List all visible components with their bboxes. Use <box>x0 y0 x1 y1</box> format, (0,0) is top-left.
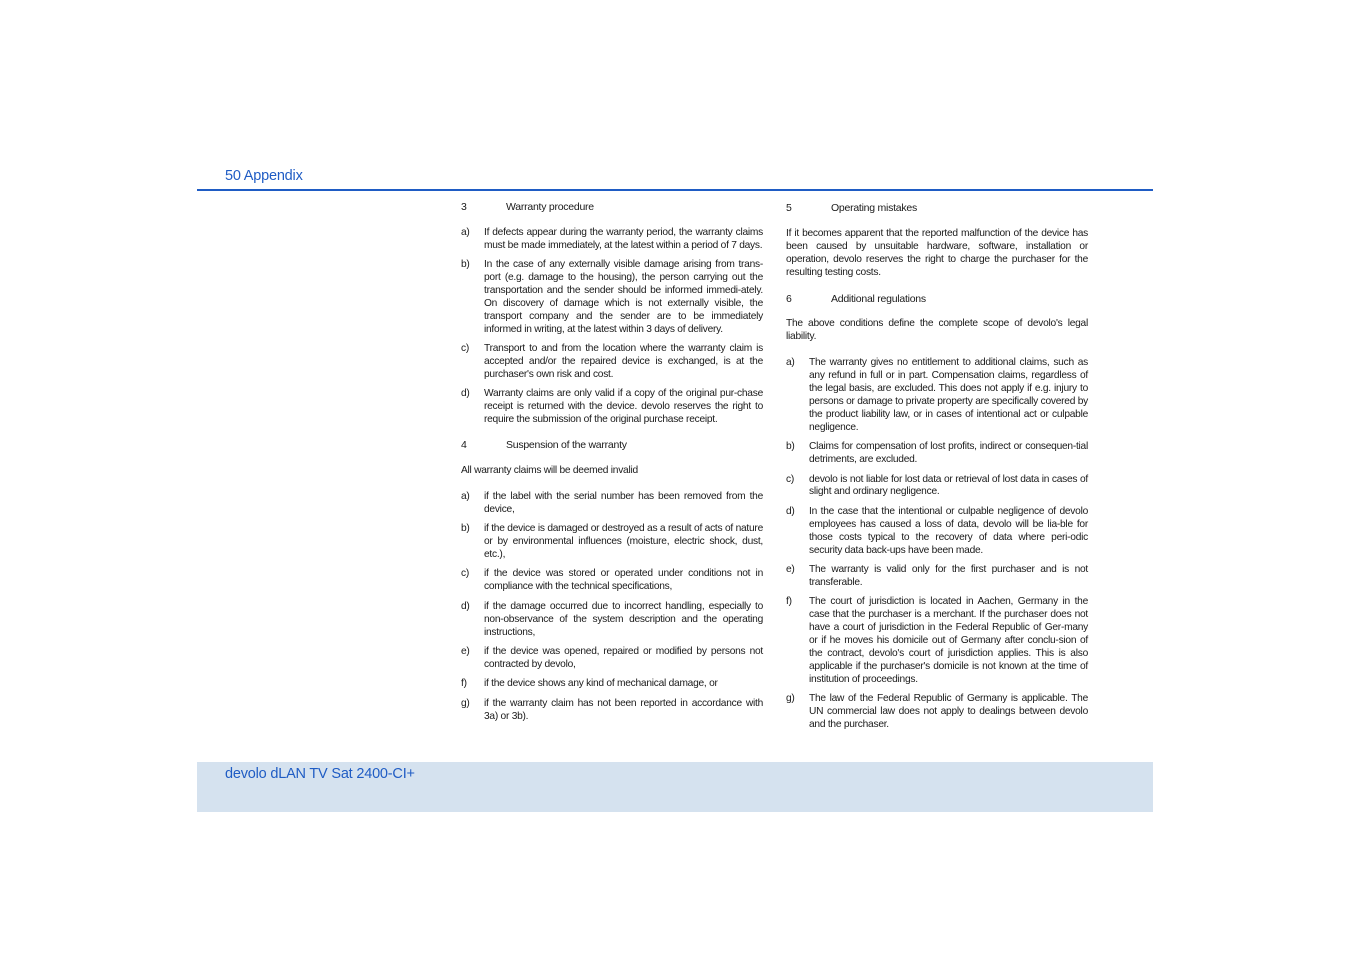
item-label: c) <box>461 568 469 580</box>
section-heading <box>786 202 1088 215</box>
section-intro: All warranty claims will be deemed invalid <box>461 465 638 476</box>
section-warranty-procedure <box>461 201 763 427</box>
item-label: b) <box>461 259 470 271</box>
list-item <box>461 259 763 336</box>
section-intro: If it becomes apparent that the reported malfunction of the device has been caused by unsuitable hardware, software, installation or operation, devolo reserves the right to charge the purchaser for the resulting testing costs. <box>786 227 1088 278</box>
item-label: d) <box>461 388 470 400</box>
item-text: if the device shows any kind of mechanical damage, or <box>484 678 718 690</box>
section-suspension-of-warranty <box>461 439 763 723</box>
item-text: The warranty is valid only for the first purchaser and is not transferable. <box>809 563 1088 588</box>
list-item <box>461 601 763 640</box>
item-text: Claims for compensation of lost profits, indirect or consequen-tial detriments, are excluded. <box>809 441 1088 466</box>
item-text: The court of jurisdiction is located in Aachen, Germany in the case that the purchaser is a merchant. If the purchaser does not have a court of jurisdiction in the Federal Republic of Ger-many or if he moves his domicile out of Germany after conclu-sion of the contract, devolo's court of jurisdiction applies. This is also applicable if the purchaser's domicile is not known at the time of institution of proceedings. <box>809 596 1088 685</box>
section-number: 5 <box>786 202 792 214</box>
item-text: The warranty gives no entitlement to additional claims, such as any refund in full or in part. Compensation claims, regardless of the legal basis, are excluded. This does not apply if e.g. injury to persons or damage to private property are specifically covered by the product liability law, or in cases of intentional act or culpable negligence. <box>809 357 1088 433</box>
left-column <box>461 201 763 736</box>
section-heading <box>461 439 763 452</box>
item-label: f) <box>461 678 467 690</box>
list-item <box>461 523 763 562</box>
right-column <box>786 202 1088 744</box>
list-item <box>786 693 1088 732</box>
list-item <box>461 491 763 517</box>
item-text: if the device is damaged or destroyed as a result of acts of nature or by environmental influences (moisture, electric shock, dust, etc.), <box>484 523 763 561</box>
item-list <box>786 357 1088 732</box>
footer-title: devolo dLAN TV Sat 2400-CI+ <box>225 766 415 782</box>
section-operating-mistakes <box>786 202 1088 280</box>
list-item <box>786 596 1088 686</box>
section-title: Operating mistakes <box>831 202 917 214</box>
section-number: 3 <box>461 201 467 213</box>
section-number: 6 <box>786 292 792 305</box>
item-text: if the warranty claim has not been reported in accordance with 3a) or 3b). <box>484 697 763 722</box>
item-text: Transport to and from the location where the warranty claim is accepted and/or the repaired device is exchanged, is at the purchaser's own risk and cost. <box>484 343 763 380</box>
list-item <box>786 506 1088 558</box>
list-item <box>786 441 1088 467</box>
item-label: d) <box>461 600 470 612</box>
item-label: c) <box>461 343 469 355</box>
section-title: Suspension of the warranty <box>506 439 627 452</box>
item-list <box>461 491 763 724</box>
item-label: a) <box>461 226 470 238</box>
item-list <box>461 227 763 427</box>
item-label: g) <box>461 697 470 709</box>
item-text: if the device was stored or operated under conditions not in compliance with the technical specifications, <box>484 568 763 593</box>
section-heading <box>786 293 1088 306</box>
item-label: a) <box>786 357 795 369</box>
list-item <box>461 568 763 594</box>
list-item <box>786 564 1088 590</box>
list-item <box>461 698 763 724</box>
item-label: g) <box>786 693 795 705</box>
item-label: b) <box>461 523 470 535</box>
section-additional-regulations <box>786 293 1088 732</box>
item-label: e) <box>461 645 470 657</box>
item-text: The law of the Federal Republic of Germany is applicable. The UN commercial law does not apply to dealings between devolo and the purchaser. <box>809 693 1088 730</box>
list-item <box>461 227 763 253</box>
item-label: d) <box>786 505 795 517</box>
item-label: b) <box>786 441 795 453</box>
item-label: a) <box>461 490 470 502</box>
item-text: If defects appear during the warranty period, the warranty claims must be made immediately, at the latest within a period of 7 days. <box>484 226 763 251</box>
list-item <box>786 474 1088 500</box>
section-heading <box>461 201 763 214</box>
item-text: Warranty claims are only valid if a copy of the original pur-chase receipt is returned with the device. devolo reserves the right to require the submission of the original purchase receipt. <box>484 388 763 426</box>
page-header-title: 50 Appendix <box>225 168 303 184</box>
header-rule <box>197 189 1153 191</box>
item-label: e) <box>786 563 795 575</box>
list-item <box>461 678 763 691</box>
item-text: In the case of any externally visible damage arising from trans-port (e.g. damage to the housing), the person carrying out the transportation and the sender should be informed immedi-ately. On discovery of damage which is not externally visible, the transport company and the sender are to be immediately informed in writing, at the latest within 3 days of delivery. <box>484 259 763 335</box>
section-title: Additional regulations <box>831 292 926 305</box>
list-item <box>461 388 763 427</box>
item-text: if the label with the serial number has been removed from the device, <box>484 490 763 515</box>
section-intro: The above conditions define the complete scope of devolo's legal liability. <box>786 318 1088 343</box>
section-number: 4 <box>461 439 467 452</box>
list-item <box>461 646 763 672</box>
item-text: if the device was opened, repaired or modified by persons not contracted by devolo, <box>484 645 763 670</box>
list-item <box>461 343 763 382</box>
item-text: if the damage occurred due to incorrect handling, especially to non-observance of the system description and the operating instructions, <box>484 600 763 638</box>
footer-band <box>197 762 1153 812</box>
item-label: c) <box>786 473 794 485</box>
item-label: f) <box>786 596 792 608</box>
list-item <box>786 357 1088 434</box>
item-text: In the case that the intentional or culpable negligence of devolo employees has caused a loss of data, devolo will be lia-ble for those costs typical to the recovery of data where peri-odic security data back-ups have been made. <box>809 505 1088 556</box>
section-title: Warranty procedure <box>506 201 594 213</box>
item-text: devolo is not liable for lost data or retrieval of lost data in cases of slight and ordinary negligence. <box>809 473 1088 498</box>
